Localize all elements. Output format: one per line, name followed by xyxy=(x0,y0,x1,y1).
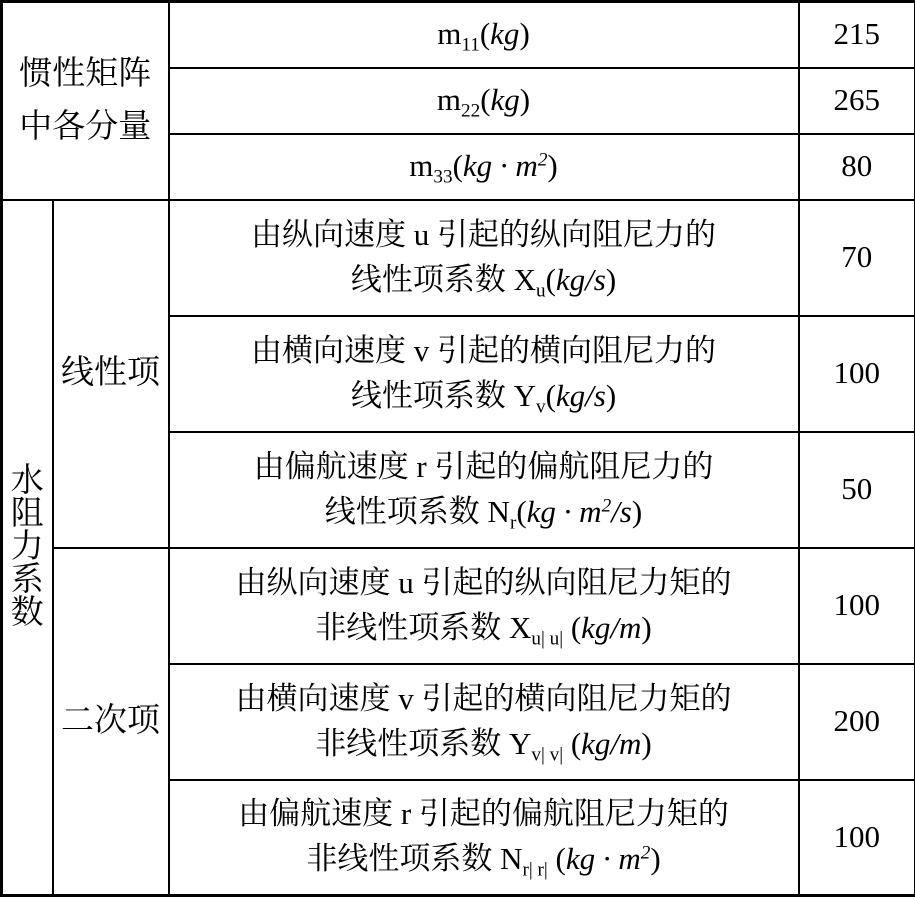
damping-label-char: 系 xyxy=(10,561,44,598)
linear-param-yv: 由横向速度 v 引起的横向阻尼力的 线性项系数 $Y_v(kg/s)$ xyxy=(169,316,799,432)
param-description: 非线性项系数 xyxy=(315,725,509,761)
param-description: 线性项系数 xyxy=(324,493,488,529)
param-symbol: X xyxy=(513,261,536,297)
inertia-param-m22: $m_{22}(kg)$ xyxy=(169,68,799,134)
param-subscript: u xyxy=(535,280,546,302)
param-subscript: r| r| xyxy=(522,859,548,881)
param-description: 非线性项系数 xyxy=(315,609,509,645)
param-symbol: m xyxy=(436,82,461,118)
linear-param-xu: 由纵向速度 u 引起的纵向阻尼力的 线性项系数 $X_u(kg/s)$ xyxy=(169,200,799,316)
inertia-label-line1: 惯性矩阵 xyxy=(19,55,152,92)
param-description: 由纵向速度 u 引起的纵向阻尼力矩的 xyxy=(235,564,732,600)
quadratic-param-yvv: 由横向速度 v 引起的横向阻尼力矩的 非线性项系数 $Y_{v| v|}$ (kg/m) xyxy=(169,664,799,780)
param-unit: kg/s xyxy=(555,377,606,413)
param-symbol: Y xyxy=(508,725,532,761)
inertia-value-m22: 265 xyxy=(799,68,915,134)
inertia-category-label xyxy=(2,2,169,200)
damping-category-label xyxy=(2,200,53,896)
param-symbol: N xyxy=(487,493,510,529)
quadratic-value-nrr: 100 xyxy=(799,780,915,896)
param-unit: kg/s xyxy=(555,261,606,297)
param-unit: /s xyxy=(611,493,632,529)
param-description: 线性项系数 xyxy=(350,377,514,413)
param-unit: kg/m xyxy=(581,609,642,645)
param-symbol: Y xyxy=(513,377,536,413)
param-description: 由偏航速度 r 引起的偏航阻尼力的 xyxy=(253,448,714,484)
damping-label-char: 数 xyxy=(10,594,44,631)
param-subscript: 22 xyxy=(461,100,481,122)
param-subscript: v xyxy=(535,396,546,418)
param-subscript: r xyxy=(509,512,517,534)
param-symbol: m xyxy=(437,16,462,52)
param-unit-superscript: 2 xyxy=(601,494,612,516)
param-subscript: u| u| xyxy=(531,628,564,650)
inertia-value-m33: 80 xyxy=(799,134,915,200)
quadratic-value-yvv: 200 xyxy=(799,664,915,780)
param-symbol: N xyxy=(500,841,523,877)
linear-term-label: 线性项 xyxy=(53,200,169,548)
param-subscript: 11 xyxy=(461,35,480,56)
linear-value-xu: 70 xyxy=(799,200,915,316)
param-unit: kg · m xyxy=(565,841,641,877)
inertia-param-m11: $m_{11}(kg)$ xyxy=(169,2,799,68)
inertia-label-line2: 中各分量 xyxy=(19,108,152,145)
damping-label-char: 水 xyxy=(10,462,44,499)
linear-value-yv: 100 xyxy=(799,316,915,432)
damping-label-char: 阻 xyxy=(10,495,44,532)
param-description: 由横向速度 v 引起的横向阻尼力矩的 xyxy=(235,680,732,716)
param-symbol: m xyxy=(409,148,434,184)
param-unit: kg xyxy=(490,16,520,52)
quadratic-param-nrr: 由偏航速度 r 引起的偏航阻尼力矩的 非线性项系数 $N_{r| r|}$ $(kg \cdot m^2)$ xyxy=(169,780,799,896)
param-unit-superscript: 2 xyxy=(640,842,651,864)
linear-param-nr: 由偏航速度 r 引起的偏航阻尼力的 线性项系数 $N_r(kg \cdot m^2/s)$ xyxy=(169,432,799,548)
quadratic-value-xuu: 100 xyxy=(799,548,915,664)
quadratic-param-xuu: 由纵向速度 u 引起的纵向阻尼力矩的 非线性项系数 $X_{u| u|}$ (kg/m) xyxy=(169,548,799,664)
param-unit: kg · m xyxy=(526,493,602,529)
param-description: 非线性项系数 xyxy=(306,841,501,877)
linear-value-nr: 50 xyxy=(799,432,915,548)
inertia-value-m11: 215 xyxy=(799,2,915,68)
damping-label-char: 力 xyxy=(10,528,44,565)
param-description: 由横向速度 v 引起的横向阻尼力的 xyxy=(251,332,716,368)
param-subscript: v| v| xyxy=(531,744,564,766)
param-subscript: 33 xyxy=(433,166,453,188)
param-unit: kg xyxy=(490,82,520,118)
param-unit: kg · m xyxy=(462,148,538,184)
param-description: 由偏航速度 r 引起的偏航阻尼力矩的 xyxy=(238,796,729,832)
param-description: 线性项系数 xyxy=(350,261,514,297)
quadratic-term-label: 二次项 xyxy=(53,548,169,896)
param-unit-superscript: 2 xyxy=(537,149,548,171)
inertia-param-m33: $m_{33}(kg \cdot m^2)$ xyxy=(169,134,799,200)
param-symbol: X xyxy=(508,609,532,645)
param-unit: kg/m xyxy=(581,725,642,761)
param-description: 由纵向速度 u 引起的纵向阻尼力的 xyxy=(251,216,716,252)
